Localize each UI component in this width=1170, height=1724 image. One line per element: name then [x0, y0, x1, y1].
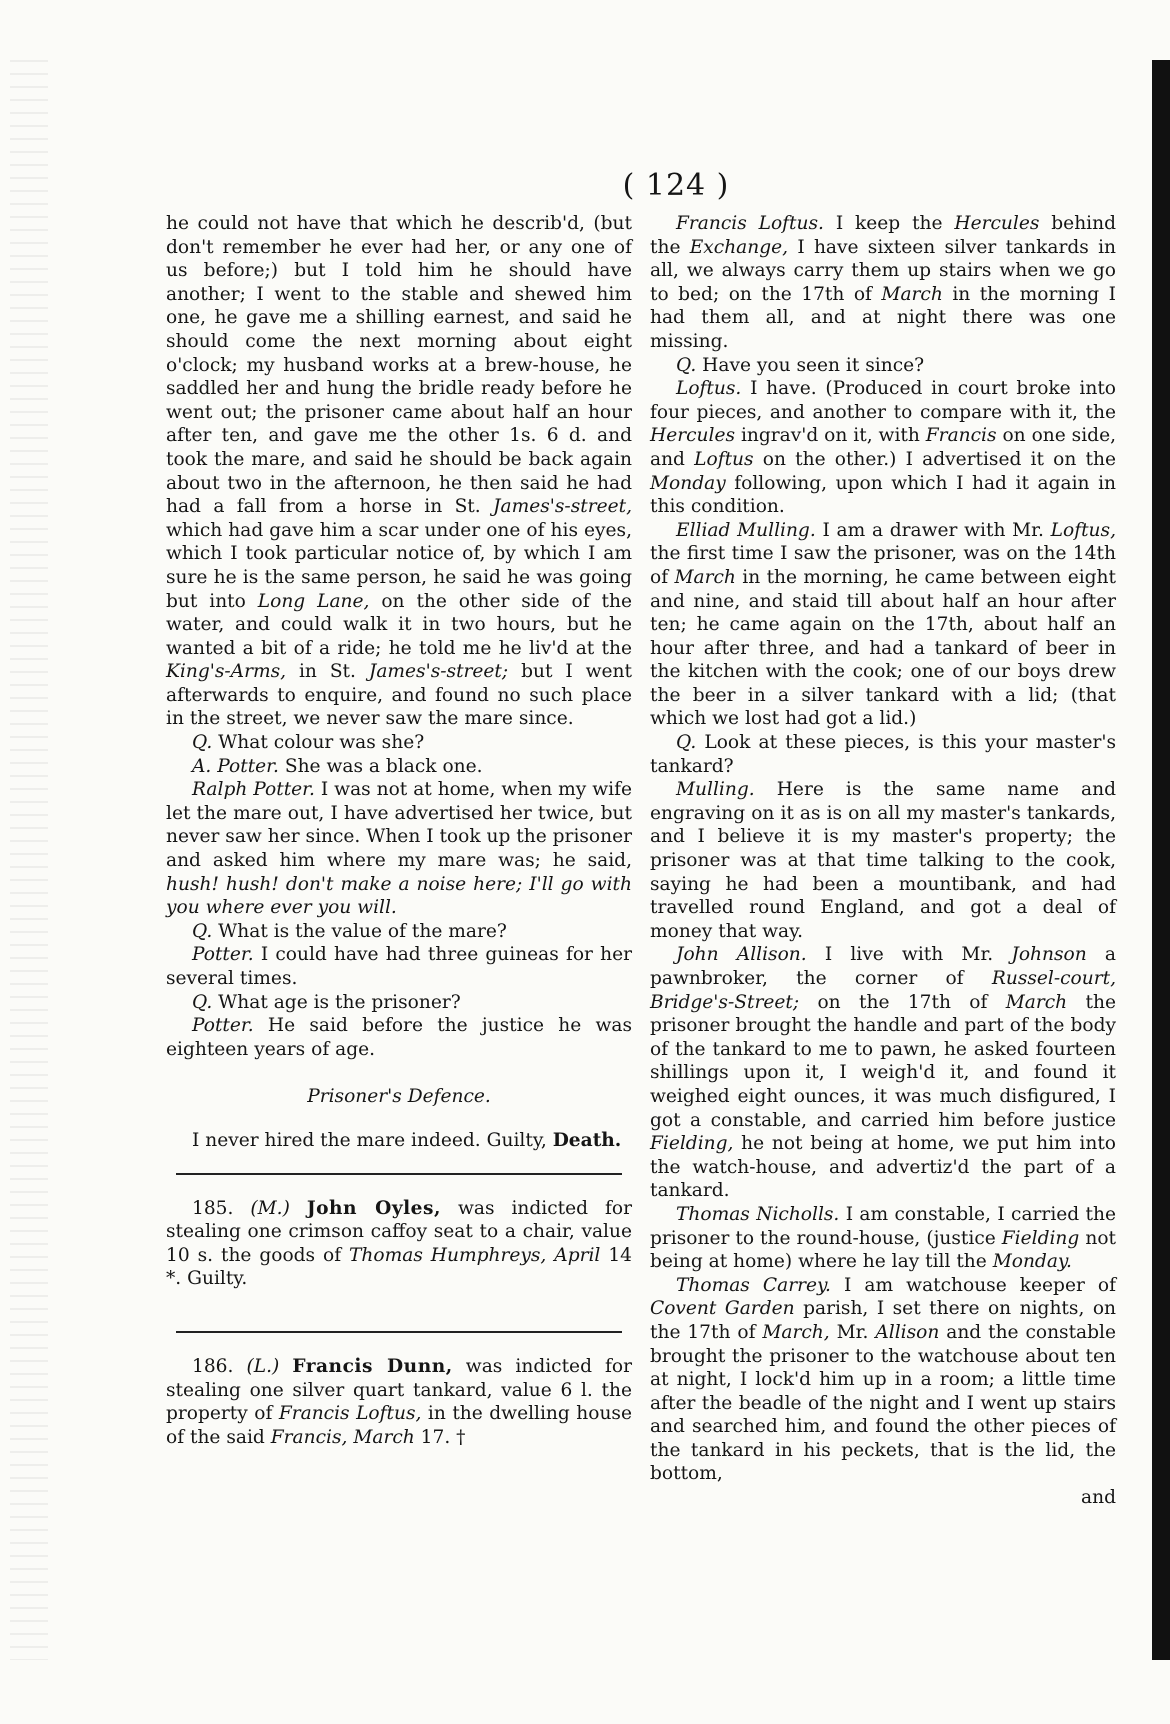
section-rule	[176, 1331, 622, 1333]
question-line: Q. Look at these pieces, is this your master's tankard?	[650, 732, 1116, 777]
scan-dark-edge	[1152, 60, 1170, 1660]
answer-line: Potter. I could have had three guineas for her several times.	[166, 944, 632, 989]
right-column	[650, 212, 1116, 1510]
defence-heading: Prisoner's Defence.	[307, 1086, 491, 1108]
testimony-paragraph: Thomas Carrey. I am watchouse keeper of Covent Garden parish, I set there on nights, on the 17th of March, Mr. Allison and the constable brought the prisoner to the watchouse about ten at night, I lock'd him up in a room; a little time after the beadle of the night and I went up stairs and searched him, and found the other pieces of the tankard in his peckets, that is the lid, the bottom,	[650, 1274, 1117, 1485]
question-line: Q. Have you seen it since?	[676, 354, 925, 376]
testimony-paragraph: Ralph Potter. I was not at home, when my wife let the mare out, I have advertised her twice, but never saw her since. When I took up the prisoner and asked him where my mare was; he said, hush! hush! don't make a noise here; I'll go with you where ever you will.	[166, 779, 632, 919]
scan-edge-speckle	[10, 60, 48, 1660]
testimony-paragraph: he could not have that which he describ'd, (but don't remember he ever had her, or any one of us before;) but I told him he should have another; I went to the stable and shewed him one, he gave me a shilling earnest, and said he should come the next morning about eight o'clock; my husband works at a brew-house, he saddled her and hung the bridle ready before he went out; the prisoner came about half an hour after ten, and gave me the other 1s. 6 d. and took the mare, and said he should be back again about two in the afternoon, he then said he had had a fall from a horse in St. James's-street, which had gave him a scar under one of his eyes, which I took particular notice of, by which I am sure he is the same person, he said he was going but into Long Lane, on the other side of the water, and could walk it in two hours, but he wanted a bit of a ride; he told me he liv'd at the King's-Arms, in St. James's-street; but I went afterwards to enquire, and found no such place in the street, we never saw the mare since.	[166, 213, 632, 730]
left-column	[166, 212, 632, 1449]
defence-verdict: I never hired the mare indeed. Guilty, Death.	[192, 1129, 622, 1151]
question-line: Q. What is the value of the mare?	[192, 920, 507, 942]
section-rule	[176, 1173, 622, 1175]
testimony-paragraph: John Allison. I live with Mr. Johnson a pawnbroker, the corner of Russel-court, Bridge's-Street; on the 17th of March the prisoner brought the handle and part of the body of the tankard to me to pawn, he asked fourteen shillings upon it, I weigh'd it, and found it weighed eight ounces, it was much disfigured, I got a constable, and carried him before justice Fielding, he not being at home, we put him into the watch-house, and advertiz'd the part of a tankard.	[650, 944, 1116, 1202]
testimony-paragraph: Loftus. I have. (Produced in court broke into four pieces, and another to compare with it, the Hercules ingrav'd on it, with Francis on one side, and Loftus on the other.) I advertised it on the Monday following, upon which I had it again in this condition.	[650, 378, 1116, 518]
answer-line: A. Potter. She was a black one.	[192, 755, 483, 777]
testimony-paragraph: Mulling. Here is the same name and engraving on it as is on all my master's tankards, and I believe it is my master's property; the prisoner was at that time talking to the cook, saying he had been a mountibank, and had travelled round England, and got a deal of money that way.	[650, 779, 1116, 942]
case-186: 186. (L.) Francis Dunn, was indicted for stealing one silver quart tankard, value 6 l. the property of Francis Loftus, in the dwelling house of the said Francis, March 17. †	[166, 1355, 632, 1448]
testimony-paragraph: Francis Loftus. I keep the Hercules behind the Exchange, I have sixteen silver tankards in all, we always carry them up stairs when we go to bed; on the 17th of March in the morning I had them all, and at night there was one missing.	[650, 213, 1116, 352]
testimony-paragraph: Elliad Mulling. I am a drawer with Mr. Loftus, the first time I saw the prisoner, was on the 14th of March in the morning, he came between eight and nine, and staid till about half an hour after ten; he came again on the 17th, about half an hour after three, and had a tankard of beer in the kitchen with the cook; one of our boys drew the beer in a silver tankard with a lid; (that which we lost had got a lid.)	[650, 519, 1117, 730]
testimony-paragraph: Thomas Nicholls. I am constable, I carried the prisoner to the round-house, (justice Fielding not being at home) where he lay till the Monday.	[650, 1203, 1116, 1273]
page-number: ( 124 )	[622, 168, 730, 203]
catchword: and	[1081, 1487, 1116, 1509]
question-line: Q. What age is the prisoner?	[192, 991, 461, 1013]
answer-line: Potter. He said before the justice he was eighteen years of age.	[166, 1015, 632, 1060]
question-line: Q. What colour was she?	[192, 732, 425, 754]
case-185: 185. (M.) John Oyles, was indicted for stealing one crimson caffoy seat to a chair, value 10 s. the goods of Thomas Humphreys, April 14 *. Guilty.	[166, 1197, 632, 1290]
